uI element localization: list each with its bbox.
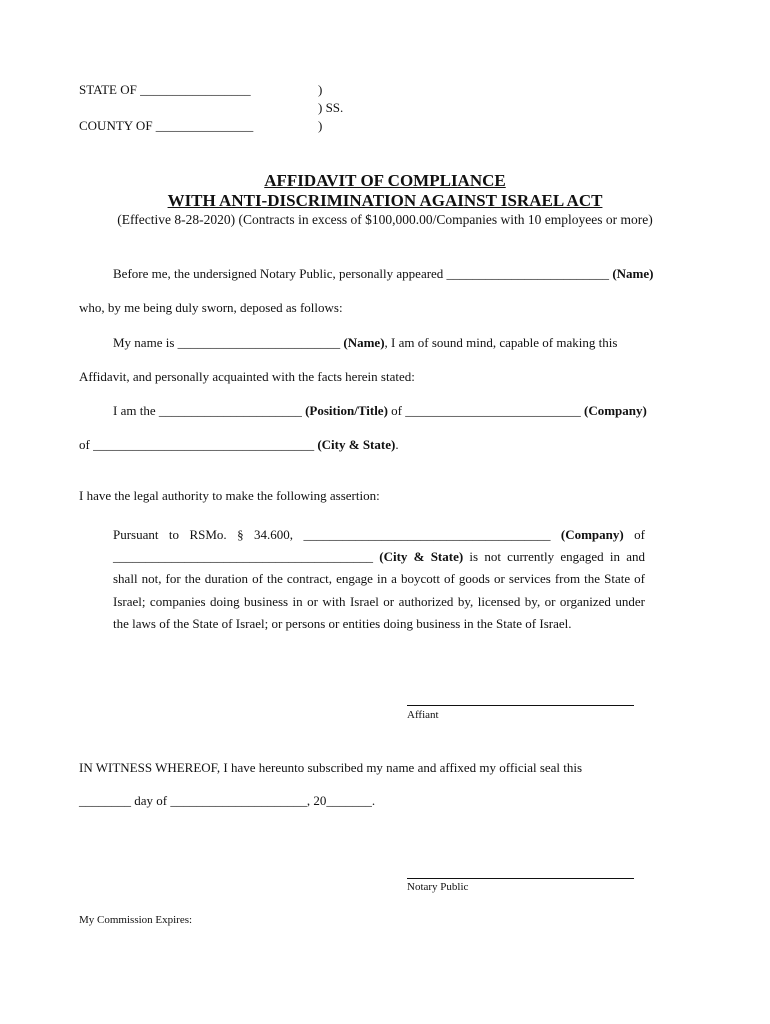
document-title-line2: WITH ANTI-DISCRIMINATION AGAINST ISRAEL ACT xyxy=(167,191,603,210)
city-state-line xyxy=(79,437,399,453)
assertion-text-b: of ________________________________________ xyxy=(113,527,645,565)
city-state-period: . xyxy=(395,437,399,452)
assertion-text-a: Pursuant to RSMo. § 34.600, ______________________________________ xyxy=(113,527,561,542)
notary-signature-line xyxy=(407,878,634,879)
assertion-paragraph xyxy=(113,524,645,635)
my-name-label: (Name) xyxy=(343,335,385,350)
witness-date-line: ________ day of _____________________, 20_______. xyxy=(79,793,376,808)
position-line xyxy=(113,403,647,419)
commission-expires-label: My Commission Expires: xyxy=(79,914,193,926)
witness-line: IN WITNESS WHEREOF, I have hereunto subscribed my name and affixed my official seal this xyxy=(79,760,583,775)
city-state-label: (City & State) xyxy=(317,437,396,452)
venue-paren-3: ) xyxy=(318,118,323,133)
appearance-line xyxy=(113,266,653,282)
affiant-signature-line xyxy=(407,705,634,706)
my-name-text: My name is _________________________ xyxy=(113,335,341,350)
position-title-label: (Position/Title) xyxy=(305,403,388,418)
authority-line: I have the legal authority to make the following assertion: xyxy=(79,488,380,503)
document-title-line1: AFFIDAVIT OF COMPLIANCE xyxy=(264,171,506,190)
acquainted-line: Affidavit, and personally acquainted with the facts herein stated: xyxy=(79,369,415,384)
affiant-label: Affiant xyxy=(407,709,439,721)
venue-ss: ) SS. xyxy=(318,100,344,115)
venue-paren-1: ) xyxy=(318,82,323,97)
notary-public-label: Notary Public xyxy=(407,881,469,893)
assertion-company-label: (Company) xyxy=(560,527,624,542)
sound-mind-text: , I am of sound mind, capable of making this xyxy=(384,335,618,350)
appearance-name-label: (Name) xyxy=(612,266,654,281)
sworn-line: who, by me being duly sworn, deposed as follows: xyxy=(79,300,343,315)
county-of-field: COUNTY OF _______________ xyxy=(79,118,254,133)
appearance-text: Before me, the undersigned Notary Public, personally appeared _________________________ xyxy=(113,266,610,281)
city-state-text: of __________________________________ xyxy=(79,437,315,452)
company-of-text: of ___________________________ xyxy=(387,403,581,418)
position-text: I am the ______________________ xyxy=(113,403,302,418)
document-subtitle: (Effective 8-28-2020) (Contracts in excess of $100,000.00/Companies with 10 employees or more) xyxy=(117,212,653,227)
state-of-field: STATE OF _________________ xyxy=(79,82,251,97)
company-label: (Company) xyxy=(584,403,647,418)
assertion-text-c: is not currently engaged in and shall not, for the duration of the contract, engage in a boycott of goods or services from the State of Israel; companies doing business in or with Israel or authorized by, licensed by, or organized under the laws of the State of Israel; or persons or entities doing business in the State of Israel. xyxy=(113,549,645,631)
my-name-line xyxy=(113,335,617,351)
assertion-city-state-label: (City & State) xyxy=(379,549,464,565)
